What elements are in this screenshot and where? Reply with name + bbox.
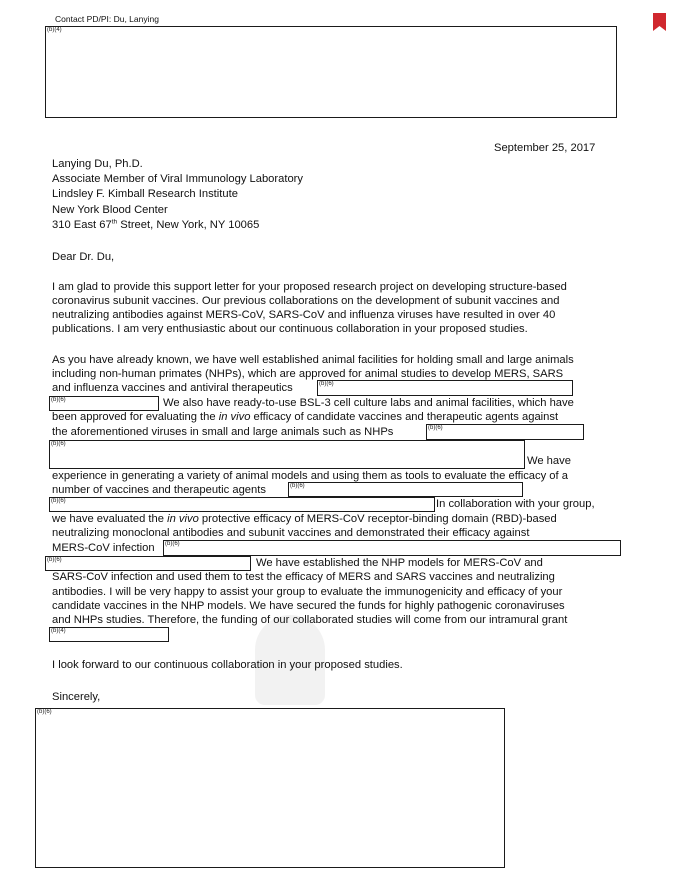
redaction-box-signature [35,708,505,868]
redaction-box: (b)(6) [49,497,435,512]
bookmark-icon[interactable] [653,13,666,31]
redaction-box: (b)(6) [288,482,523,497]
address-street: 310 East 67th Street, New York, NY 10065 [52,218,260,231]
p2-line: We have established the NHP models for MERS-CoV and [256,557,543,569]
p2-line: the aforementioned viruses in small and large animals such as NHPs [52,426,394,438]
p2-line: including non-human primates (NHPs), which are approved for animal studies to develop MERS, SARS [52,368,564,380]
p1-line: I am glad to provide this support letter for your proposed research project on developing structure-based [52,281,567,293]
redaction-box: (b)(4) [49,627,169,642]
p2-line: MERS-CoV infection [52,542,155,554]
redaction-box: (b)(6) [49,396,159,411]
salutation: Dear Dr. Du, [52,251,115,263]
redaction-box: (b)(6) [163,540,621,556]
contact-header: Contact PD/PI: Du, Lanying [55,14,159,24]
p2-line: and NHPs studies. Therefore, the funding of our collaborated studies will come from our intramural grant [52,614,568,626]
address-title: Associate Member of Viral Immunology Laboratory [52,173,304,185]
address-institute: Lindsley F. Kimball Research Institute [52,188,238,200]
p2-line: candidate vaccines in the NHP models. We have secured the funds for highly pathogenic coronaviruses [52,600,565,612]
p2-line: number of vaccines and therapeutic agents [52,484,266,496]
p2-line: We also have ready-to-use BSL-3 cell culture labs and animal facilities, which have [163,397,574,409]
redaction-box: (b)(6) [426,424,584,440]
p1-line: coronavirus subunit vaccines. Our previous collaborations on the development of subunit vaccines and [52,295,560,307]
closing-line: I look forward to our continuous collaboration in your proposed studies. [52,659,403,671]
redaction-box: (b)(6) [45,556,251,571]
p2-line: SARS-CoV infection and used them to test the efficacy of MERS and SARS vaccines and neutralizing [52,571,555,583]
p2-line: been approved for evaluating the in vivo efficacy of candidate vaccines and therapeutic agents against [52,411,559,423]
p2-line: neutralizing monoclonal antibodies and subunit vaccines and demonstrated their efficacy against [52,527,530,539]
signoff: Sincerely, [52,691,101,703]
p1-line: publications. I am very enthusiastic about our continuous collaboration in your proposed studies. [52,323,528,335]
p2-line: As you have already known, we have well established animal facilities for holding small and large animals [52,354,574,366]
address-org: New York Blood Center [52,204,168,216]
p2-line: We have [527,455,571,467]
redaction-label: (b)(6) [37,709,52,715]
redaction-box-header [45,26,617,118]
p2-line: experience in generating a variety of animal models and using them as tools to evaluate the efficacy of a [52,470,568,482]
p1-line: neutralizing antibodies against MERS-CoV, SARS-CoV and influenza viruses have resulted in over 40 [52,309,556,321]
p2-line: and influenza vaccines and antiviral therapeutics [52,382,293,394]
redaction-box: (b)(6) [317,380,573,396]
redaction-label: (b)(4) [47,27,62,33]
p2-line: we have evaluated the in vivo protective efficacy of MERS-CoV receptor-binding domain (RBD)-based [52,513,557,525]
address-name: Lanying Du, Ph.D. [52,158,143,170]
letter-date: September 25, 2017 [494,142,596,154]
p2-line: antibodies. I will be very happy to assist your group to evaluate the immunogenicity and efficacy of your [52,586,563,598]
redaction-box: (b)(6) [49,440,525,469]
p2-line: In collaboration with your group, [436,498,595,510]
